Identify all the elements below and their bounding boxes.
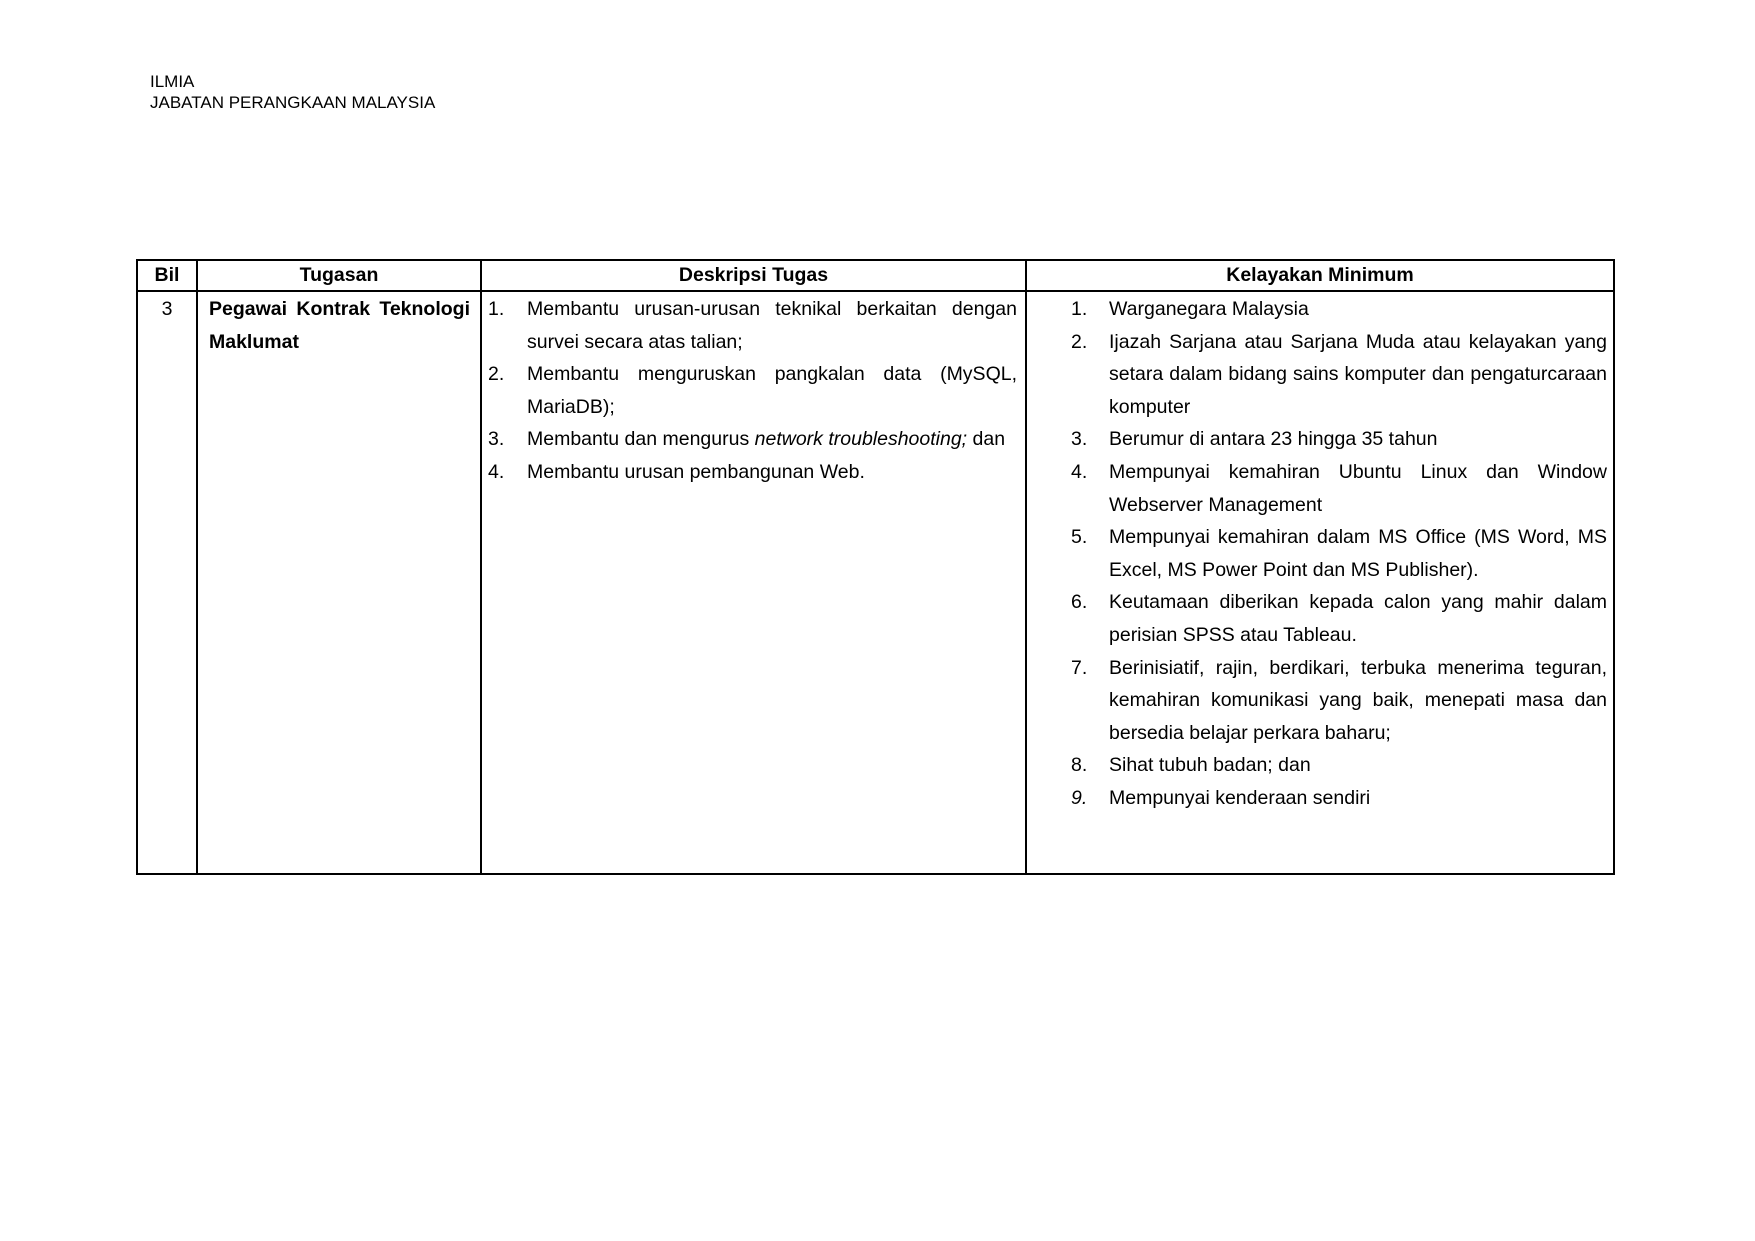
list-item-number: 7. [1071,656,1088,679]
list-item [1071,521,1607,586]
list-item-number: 4. [488,460,505,483]
text-segment: Berinisiatif, rajin, berdikari, terbuka menerima teguran, kemahiran komunikasi yang baik, menepati masa dan bersedia belajar perkara baharu; [1109,656,1607,744]
list-item-number: 1. [1071,298,1088,320]
letterhead-line-2: JABATAN PERANGKAAN MALAYSIA [150,92,436,112]
text-segment: Keutamaan diberikan kepada calon yang mahir dalam perisian SPSS atau Tableau. [1109,591,1607,646]
text-segment: Membantu urusan-urusan teknikal berkaitan dengan survei secara atas talian; [527,298,1017,353]
list-item [1071,652,1607,750]
list-item [1071,423,1607,456]
list-item [1071,293,1607,326]
text-segment: Ijazah Sarjana atau Sarjana Muda atau kelayakan yang setara dalam bidang sains komputer dan pengaturcaraan komputer [1109,330,1607,418]
italic-text-segment: network troubleshooting; [754,428,968,451]
text-segment: Mempunyai kemahiran dalam MS Office (MS Word, MS Excel, MS Power Point dan MS Publisher). [1109,526,1607,581]
letterhead-line-1: ILMIA [150,72,195,91]
list-item-number: 1. [488,298,505,320]
column-header-bil: Bil [137,260,197,291]
list-item-text [1109,423,1607,456]
table-header-row [137,260,1614,291]
list-item [1071,782,1607,815]
list-item-text [1109,586,1607,651]
list-item [1071,326,1607,424]
text-segment: Sihat tubuh badan; dan [1109,754,1311,777]
text-segment: Membantu dan mengurus [527,428,755,451]
column-header-kelayakan-minimum: Kelayakan Minimum [1026,260,1614,291]
list-item-number: 2. [1071,330,1088,353]
list-item [1071,749,1607,782]
column-header-deskripsi-tugas: Deskripsi Tugas [481,260,1026,291]
list-item-text [1109,293,1607,326]
text-segment: Mempunyai kenderaan sendiri [1109,786,1371,809]
list-item-text [1109,782,1607,815]
list-item [488,293,1017,358]
text-segment: Mempunyai kemahiran Ubuntu Linux dan Window Webserver Management [1109,460,1607,516]
text-segment: Berumur di antara 23 hingga 35 tahun [1109,428,1438,451]
text-segment: Membantu menguruskan pangkalan data (MySQL, MariaDB); [527,363,1017,418]
list-item-number: 2. [488,363,505,386]
list-item-text [1109,326,1607,424]
list-item-number: 9. [1071,786,1088,809]
list-item-text [527,423,1017,456]
list-item [1071,586,1607,651]
cell-deskripsi-tugas [481,291,1026,874]
list-item-number: 4. [1071,460,1088,483]
list-item-number: 3. [1071,428,1088,451]
list-item [488,456,1017,489]
list-item-text [527,293,1017,358]
list-item [488,423,1017,456]
table-row [137,291,1614,874]
list-item-text [527,456,1017,489]
list-item [1071,456,1607,521]
list-item-number: 8. [1071,754,1088,777]
list-item-text [1109,749,1607,782]
list-item-number: 6. [1071,591,1088,614]
cell-bil: 3 [137,291,197,874]
list-item-number: 5. [1071,526,1088,549]
cell-tugasan: Pegawai Kontrak Teknologi Maklumat [197,291,481,874]
text-segment: Membantu urusan pembangunan Web. [527,460,865,483]
list-item-text [1109,521,1607,586]
list-item [488,358,1017,423]
kelayakan-minimum-list [1071,293,1607,815]
column-header-tugasan: Tugasan [197,260,481,291]
list-item-text [1109,652,1607,750]
list-item-text [1109,456,1607,521]
list-item-number: 3. [488,428,505,451]
list-item-text [527,358,1017,423]
text-segment: dan [967,428,1006,451]
job-vacancy-table [136,259,1615,875]
deskripsi-tugas-list [488,293,1017,489]
cell-kelayakan-minimum [1026,291,1614,874]
letterhead [150,72,435,113]
text-segment: Warganegara Malaysia [1109,298,1309,320]
